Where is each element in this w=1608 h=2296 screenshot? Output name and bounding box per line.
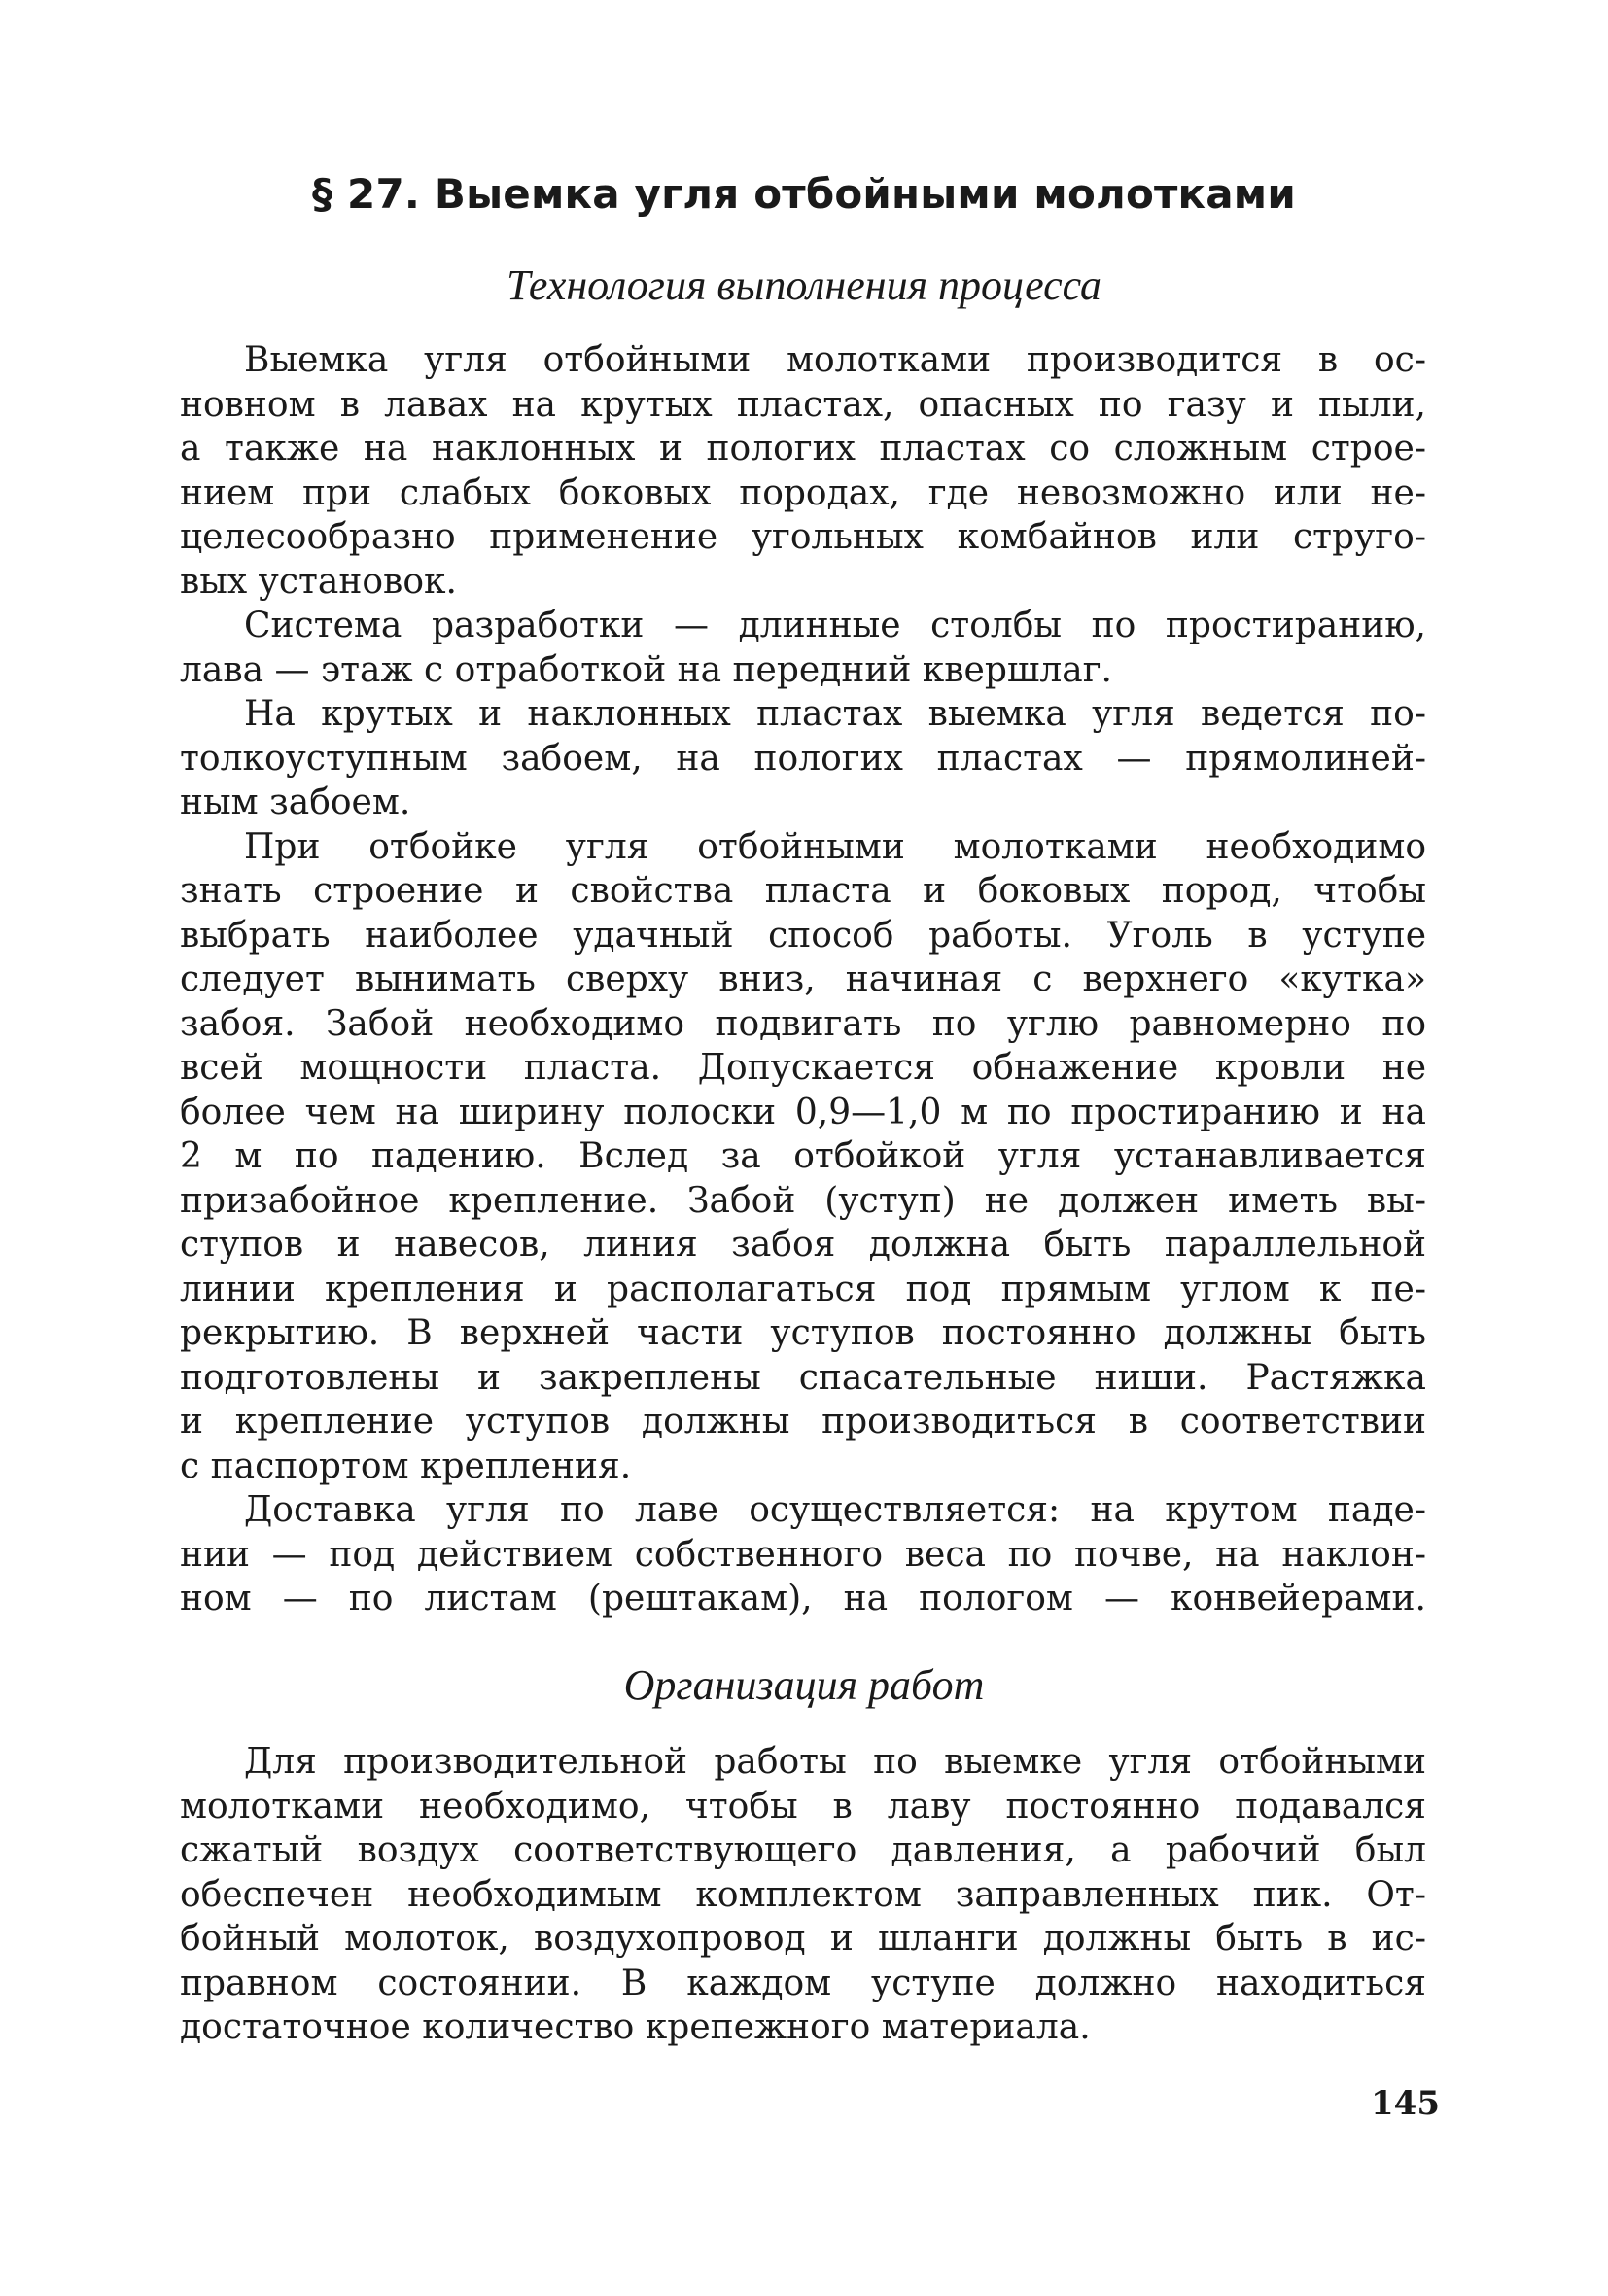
text-line: более чем на ширину полоски 0,9—1,0 м по простиранию и на <box>180 1092 1426 1132</box>
body-text-organization <box>180 1740 1426 2050</box>
text-line: Система разработки — длинные столбы по простиранию, <box>244 606 1426 645</box>
body-text-technology <box>180 338 1426 1621</box>
text-line: забоя. Забой необходимо подвигать по углю равномерно по <box>180 1003 1426 1044</box>
text-line: нии — под действием собственного веса по почве, на наклон- <box>180 1534 1426 1575</box>
text-line: обеспечен необходимым комплектом заправленных пик. От- <box>180 1874 1426 1915</box>
text-line: молотками необходимо, чтобы в лаву постоянно подавался <box>180 1786 1426 1826</box>
text-line: целесообразно применение угольных комбайнов или струго- <box>180 517 1426 557</box>
text-line: Доставка угля по лаве осуществляется: на крутом паде- <box>244 1490 1426 1530</box>
text-line: новном в лавах на крутых пластах, опасных по газу и пыли, <box>180 384 1426 425</box>
text-line: ном — по листам (рештакам), на пологом — конвейерами. <box>180 1579 1426 1618</box>
text-line: линии крепления и располагаться под прямым углом к пе- <box>180 1269 1426 1309</box>
text-line: достаточное количество крепежного материала. <box>180 2007 1091 2047</box>
text-line: Для производительной работы по выемке угля отбойными <box>244 1742 1426 1782</box>
text-line: 2 м по падению. Вслед за отбойкой угля устанавливается <box>180 1136 1426 1176</box>
text-line: Выемка угля отбойными молотками производится в ос- <box>244 340 1426 380</box>
text-line: и крепление уступов должны производиться в соответствии <box>180 1402 1426 1442</box>
text-line: всей мощности пласта. Допускается обнажение кровли не <box>180 1048 1426 1088</box>
text-line: бойный молоток, воздухопровод и шланги должны быть в ис- <box>180 1919 1426 1959</box>
text-line: ным забоем. <box>180 783 411 822</box>
text-line: При отбойке угля отбойными молотками необходимо <box>244 826 1426 867</box>
text-line: нием при слабых боковых породах, где невозможно или не- <box>180 472 1426 513</box>
text-line: а также на наклонных и пологих пластах со сложным строе- <box>180 429 1426 469</box>
subsection-title-organization: Организация работ <box>623 1661 985 1709</box>
text-line: толкоуступным забоем, на пологих пластах — прямолиней- <box>180 738 1426 779</box>
text-line: ступов и навесов, линия забоя должна быть параллельной <box>180 1225 1426 1265</box>
subsection-title-technology: Технология выполнения процесса <box>506 261 1102 309</box>
text-line: следует вынимать сверху вниз, начиная с верхнего «кутка» <box>180 959 1426 999</box>
text-line: с паспортом крепления. <box>180 1445 632 1486</box>
text-line: лава — этаж с отработкой на передний квершлаг. <box>180 649 1112 690</box>
section-heading: § 27. Выемка угля отбойными молотками <box>312 170 1296 218</box>
text-line: призабойное крепление. Забой (уступ) не должен иметь вы- <box>180 1180 1426 1221</box>
text-line: На крутых и наклонных пластах выемка угля ведется по- <box>244 694 1426 734</box>
text-line: вых установок. <box>180 561 457 602</box>
text-line: знать строение и свойства пласта и боковых пород, чтобы <box>180 871 1426 911</box>
text-line: подготовлены и закреплены спасательные ниши. Растяжка <box>180 1357 1426 1398</box>
text-line: сжатый воздух соответствующего давления, а рабочий был <box>180 1830 1426 1870</box>
text-line: правном состоянии. В каждом уступе должно находиться <box>180 1963 1426 2003</box>
text-line: выбрать наиболее удачный способ работы. Уголь в уступе <box>180 915 1426 956</box>
page-number: 145 <box>1371 2084 1440 2123</box>
text-line: рекрытию. В верхней части уступов постоянно должны быть <box>180 1313 1426 1353</box>
